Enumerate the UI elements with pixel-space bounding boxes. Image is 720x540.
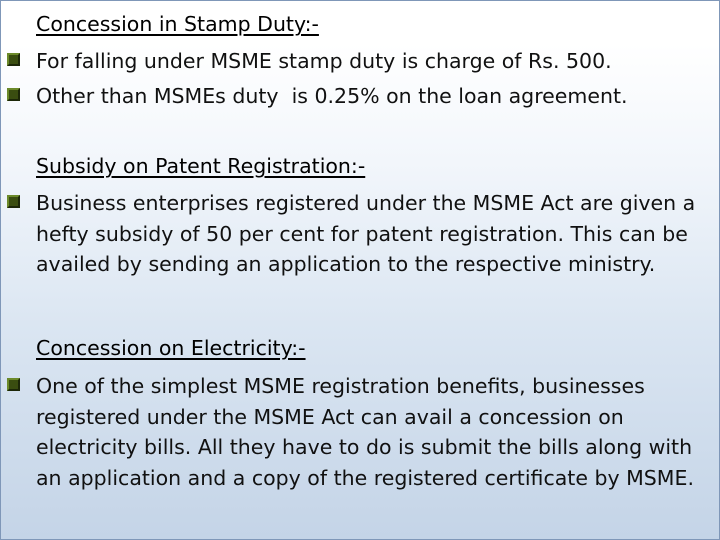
heading-stamp-duty: Concession in Stamp Duty:- (36, 12, 319, 36)
square-bullet-icon (7, 88, 20, 101)
bullet-text: One of the simplest MSME registration benefits, businesses registered under the MSME Act can avail a concession on electricity bills. All they have to do is submit the bills along with an application and a copy of the registered certificate by MSME. (36, 374, 694, 490)
square-bullet-icon (7, 53, 20, 66)
heading-electricity-concession: Concession on Electricity:- (36, 336, 306, 360)
bullet-text: For falling under MSME stamp duty is charge of Rs. 500. (36, 49, 612, 73)
bullet-item (36, 371, 716, 493)
bullet-text: Other than MSMEs duty is 0.25% on the loan agreement. (36, 84, 628, 108)
square-bullet-icon (7, 378, 20, 391)
square-bullet-icon (7, 195, 20, 208)
bullet-text: Business enterprises registered under the MSME Act are given a hefty subsidy of 50 per cent for patent registration. This can be availed by sending an application to the respective ministry. (36, 191, 696, 276)
bullet-item (36, 81, 716, 112)
bullet-item (36, 188, 716, 280)
bullet-item (36, 46, 716, 77)
heading-patent-subsidy: Subsidy on Patent Registration:- (36, 154, 366, 178)
